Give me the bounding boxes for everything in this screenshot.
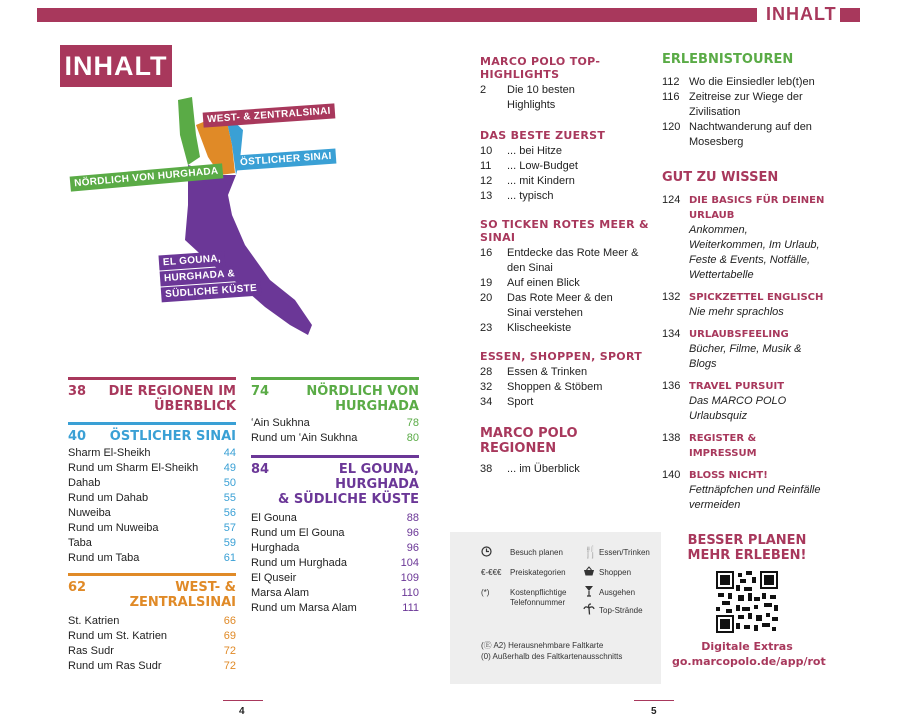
legend-visit: Besuch planen [510,548,563,557]
region-title: ÖSTLICHER SINAI [109,429,236,444]
legend-food: Essen/Trinken [599,548,650,557]
toc-entry[interactable]: 136 TRAVEL PURSUIT Das MARCO POLO Urlaubsquiz [662,380,787,422]
header-label: INHALT [766,4,837,24]
region-num: 40 [68,429,87,444]
list-item[interactable]: Marsa Alam 110 [251,587,419,599]
toc-right [662,52,827,513]
region-num: 62 [68,580,87,595]
map-label-gouna-3: SÜDLICHE KÜSTE [161,280,262,302]
toc-section [662,193,827,513]
promo [672,533,826,669]
list-item[interactable]: El Quseir 109 [251,572,419,584]
toc-entry[interactable]: 11 ... Low-Budget [480,160,578,172]
list-item[interactable]: Rund um ʻAin Sukhna 80 [251,432,419,444]
region-header [68,422,236,444]
region-74 [251,377,419,446]
section-heading: MARCO POLO REGIONEN [480,426,578,456]
section-heading: GUT ZU WISSEN [662,170,779,185]
legend-phone: Kostenpflichtige Telefonnummer [510,588,567,607]
toc-entry[interactable]: 12 ... mit Kindern [480,175,575,187]
toc-entry[interactable]: 13 ... typisch [480,190,554,202]
region-items [68,446,236,566]
sinai-map [60,95,335,340]
list-item[interactable]: St. Katrien 66 [68,615,236,627]
section-heading: ERLEBNISTOUREN [662,52,794,67]
region-title: EL GOUNA, HURGHADA & SÜDLICHE KÜSTE [277,462,419,507]
region-num: 38 [68,384,87,399]
map-label-west: WEST- & ZENTRALSINAI [203,103,336,127]
promo-line-2: MEHR ERLEBEN! [687,548,807,563]
list-item[interactable]: Dahab 50 [68,477,236,489]
map-label-gouna-1: EL GOUNA, [158,251,225,271]
toc-entry[interactable]: 2 Die 10 besten Highlights [480,84,575,111]
toc-section [480,218,650,336]
map-label-gouna [158,249,261,303]
toc-entry[interactable]: 19 Auf einen Blick [480,277,580,289]
toc-entry[interactable]: 20 Das Rote Meer & den Sinai verstehen [480,292,613,319]
toc-entry[interactable]: 23 Klischeekiste [480,322,572,334]
map-label-north: NÖRDLICH VON HURGHADA [70,163,223,191]
toc-entry[interactable]: 120 Nachtwanderung auf den Mosesberg [662,121,812,148]
promo-line-1: BESSER PLANEN [687,533,807,548]
region-84 [251,455,419,616]
list-item[interactable]: Rund um Sharm El-Sheikh 49 [68,462,236,474]
toc-section [480,129,650,204]
toc-entry[interactable]: 134 URLAUBSFEELING Bücher, Filme, Musik & Blogs [662,328,802,370]
legend-price: Preiskategorien [510,568,566,577]
region-num: 74 [251,384,270,399]
list-item[interactable]: Taba 59 [68,537,236,549]
list-item[interactable]: Rund um El Gouna 96 [251,527,419,539]
legend-beach: Top-Strände [599,606,643,615]
section-heading: ESSEN, SHOPPEN, SPORT [480,350,643,363]
toc-entry[interactable]: 112 Wo die Einsiedler leb(t)en [662,76,815,88]
page-number-right: 5 [651,706,657,717]
cocktail-icon [584,585,594,597]
legend-out: Ausgehen [599,588,636,597]
region-header [68,377,236,414]
list-item[interactable]: ʻAin Sukhna 78 [251,417,419,429]
qr-code[interactable] [716,571,778,633]
section-heading: SO TICKEN ROTES MEER & SINAI [480,218,649,244]
section-heading: MARCO POLO TOP-HIGHLIGHTS [480,55,601,81]
legend-box [450,532,661,684]
toc-entry[interactable]: 38 ... im Überblick [480,463,580,475]
cutlery-icon: 🍴 [583,545,598,559]
list-item[interactable]: Rund um Ras Sudr 72 [68,660,236,672]
legend-price-symbol: €-€€€ [481,568,502,577]
toc-entry[interactable]: 16 Entdecke das Rote Meer & den Sinai [480,247,639,274]
page-number-rule-left [223,700,263,701]
region-title: NÖRDLICH VON HURGHADA [306,384,419,414]
toc-entry[interactable]: 132 SPICKZETTEL ENGLISCH Nie mehr sprachlos [662,291,824,318]
legend-phone-symbol: (*) [481,588,490,597]
toc-entry[interactable]: 32 Shoppen & Stöbem [480,381,603,393]
toc-entry[interactable]: 138 REGISTER & IMPRESSUM [662,432,757,459]
map-region-north [178,97,200,165]
list-item[interactable]: Ras Sudr 72 [68,645,236,657]
list-item[interactable]: Rund um Nuweiba 57 [68,522,236,534]
toc-entry[interactable]: 34 Sport [480,396,534,408]
toc-section [480,55,650,113]
region-38 [68,377,236,414]
map-label-gouna-2: HURGHADA & [160,266,240,286]
toc-entry[interactable]: 10 ... bei Hitze [480,145,563,157]
region-title: DIE REGIONEN IM ÜBERBLICK [108,384,236,414]
palm-icon [583,603,595,615]
clock-icon [481,546,492,557]
region-header [68,573,236,610]
list-item[interactable]: Rund um Marsa Alam 111 [251,602,419,614]
region-items [251,416,419,446]
promo-extras: Digitale Extras [701,640,793,653]
map-label-east: ÖSTLICHER SINAI [236,149,337,171]
page-title: INHALT [60,45,172,87]
region-header [251,377,419,414]
list-item[interactable]: Rund um Taba 61 [68,552,236,564]
list-item[interactable]: El Gouna 88 [251,512,419,524]
toc-entry[interactable]: 116 Zeitreise zur Wiege der Zivilisation [662,91,803,118]
region-62 [68,573,236,674]
toc-section [480,350,650,410]
list-item[interactable]: Rund um St. Katrien 69 [68,630,236,642]
header-bar [37,8,757,22]
list-item[interactable]: Rund um Dahab 55 [68,492,236,504]
page-number-left: 4 [239,706,245,717]
basket-icon [583,566,595,576]
legend-shop: Shoppen [599,568,632,577]
toc-entry[interactable]: 124 DIE BASICS FÜR DEINEN URLAUB Ankommen, Weiterkommen, Im Urlaub, Feste & Events, Notfälle, Wettertabelle [662,194,825,281]
region-40 [68,422,236,566]
header-bar-end [840,8,860,22]
list-item[interactable]: Rund um Hurghada 104 [251,557,419,569]
list-item[interactable]: Nuweiba 56 [68,507,236,519]
toc-entry[interactable]: 28 Essen & Trinken [480,366,588,378]
region-num: 84 [251,462,270,477]
list-item[interactable]: Hurghada 96 [251,542,419,554]
region-items [68,614,236,674]
legend-map-1: (Ⓔ A2) Herausnehmbare Faltkarte [481,641,604,650]
region-title: WEST- & ZENTRALSINAI [129,580,236,610]
toc-section [662,75,827,150]
region-header [251,455,419,507]
list-item[interactable]: Sharm El-Sheikh 44 [68,447,236,459]
region-items [251,511,419,616]
page-number-rule-right [634,700,674,701]
promo-url[interactable]: go.marcopolo.de/app/rot [672,655,826,668]
legend-map-2: (0) Außerhalb des Faltkartenausschnitts [481,652,623,661]
toc-entry[interactable]: 140 BLOSS NICHT! Fettnäpfchen und Reinfälle vermeiden [662,469,821,511]
toc-middle [480,55,650,477]
section-heading: DAS BESTE ZUERST [480,129,606,142]
toc-section [480,426,650,477]
